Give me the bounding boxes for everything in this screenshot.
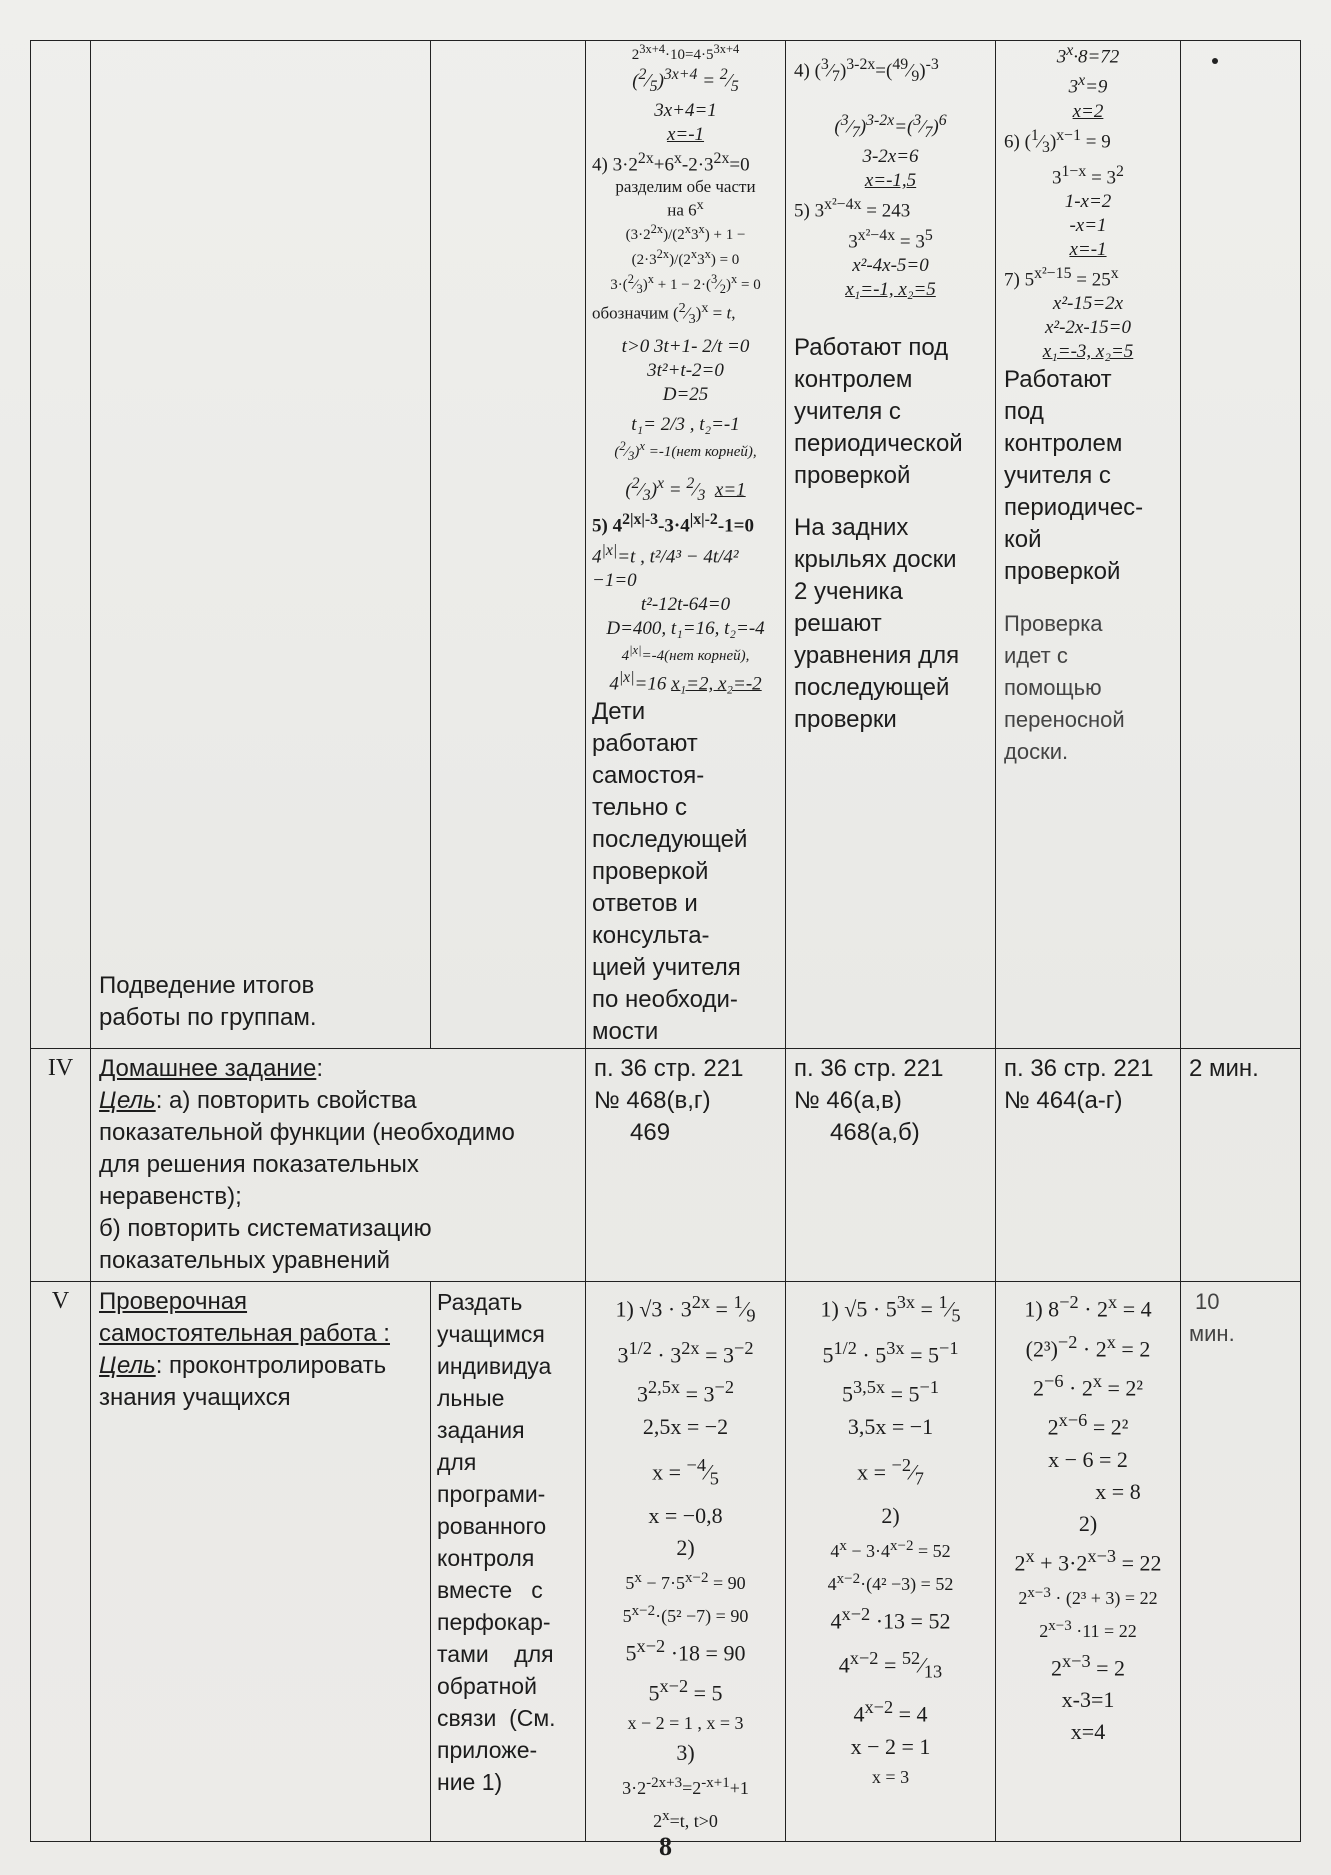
equation: 1) $8^{-2} \cdot 2^x = 4$ (1024, 1292, 1152, 1322)
homework-assignment: п. 36 стр. 221 № 464(а-г) (1004, 1055, 1154, 1115)
equation: $3\cdot 2^{-2x+3}=2^{-x+1}+1$ (622, 1775, 749, 1799)
task-number: 2) (676, 1535, 695, 1561)
equation: 5) $4^{2|x|-3}-3\cdot 4^{|x|-2}-1=0$ (592, 511, 754, 537)
table-row-stage-4 (31, 1049, 1301, 1282)
test-group3 (996, 1282, 1181, 1842)
equation: $5^{x-2} \cdot 18 = 90$ (625, 1636, 746, 1666)
group3-check-note: Проверка идет с помощью переносной доски. (1004, 611, 1125, 765)
equation: $4^{|x|}=t$ , t²/4³ − 4t/4² −1=0 (592, 541, 739, 591)
equation: $2^{x-6} = 2^2$ (1047, 1410, 1129, 1440)
homework-group3 (996, 1049, 1181, 1282)
test-group1 (586, 1282, 786, 1842)
equation: $(^3⁄_7)^{3-2x}=(^3⁄_7)^6$ (834, 112, 947, 142)
task-number: 2) (881, 1503, 900, 1529)
equation-answer: x₁=-3, x₂=5 (1042, 341, 1134, 363)
homework-text: Домашнее задание: Цель: а) повторить свойства показательной функции (необходимо для решения показательных неравенств); б) повторить систематизацию показательных уравнений (99, 1055, 515, 1275)
equation: обозначим $(^2⁄_3)^x = t$, (592, 300, 736, 328)
equation-answer: x=-1,5 (864, 170, 917, 192)
homework-group1 (586, 1049, 786, 1282)
equation: $4^x - 3\cdot 4^{x-2} = 52$ (830, 1538, 951, 1562)
equation: 1-x=2 (1064, 191, 1112, 213)
homework-title: Домашнее задание (99, 1055, 317, 1083)
group3-cell (996, 41, 1181, 1049)
equation: 1) $√3 \cdot 3^{2x}$ = $^1⁄_9$ (615, 1292, 756, 1326)
equation: $3^{1-x} = 3^2$ (1052, 162, 1124, 189)
equation: x = 3 (871, 1766, 910, 1787)
equation: $4^{x-2} = 4$ (853, 1697, 928, 1727)
task-number: 3) (676, 1740, 695, 1766)
homework-group2 (786, 1049, 996, 1282)
equation: t₁= 2/3 , t₂=-1 (631, 414, 740, 436)
equation: 6) $(^1⁄_3)^{x-1} = 9$ (1004, 126, 1111, 156)
equation: D=25 (662, 384, 709, 406)
stage-number: V (31, 1282, 91, 1842)
equation: $3^{x^2-4x} = 3^5$ (848, 226, 933, 252)
equation: x²-2x-15=0 (1044, 317, 1132, 339)
note: разделим обе части (615, 177, 756, 197)
group2-activity: Работают под контролем учителя с периодической проверкой (794, 333, 963, 489)
equation: $2^x=t$, t>0 (653, 1808, 718, 1832)
test-group2 (786, 1282, 996, 1842)
group2-board-note: На задних крыльях доски 2 ученика решают уравнения для последующей проверки (794, 513, 960, 733)
equation: $(^2⁄_3)^x =-1(нет$ корней), (614, 439, 757, 464)
equation: 3-2x=6 (862, 146, 919, 168)
equation: $(^2⁄_5)^{3x+4}$ = $^2⁄_5$ (632, 66, 739, 96)
time-cell (1181, 1282, 1301, 1842)
time-cell (1181, 1049, 1301, 1282)
equation: $2^{-6} \cdot 2^x = 2^2$ (1032, 1370, 1144, 1401)
group3-activity: Работают под контролем учителя с периодичес- кой проверкой (1004, 366, 1144, 586)
group2-cell (786, 41, 996, 1049)
equation: $3^x=9$ (1068, 72, 1108, 98)
equation: $4^{x-2}$ = $^{52}⁄_{13}$ (838, 1647, 943, 1682)
equation: x − 2 = 1 (850, 1733, 931, 1759)
table-row-stage-5 (31, 1282, 1301, 1842)
homework-assignment: п. 36 стр. 221 № 468(в,г) 469 (594, 1055, 744, 1147)
equation: 3t²+t-2=0 (647, 360, 724, 382)
equation: 3x+4=1 (654, 100, 717, 122)
equation: x = −0,8 (648, 1503, 723, 1529)
equation: x − 2 = 1 , x = 3 (627, 1713, 744, 1734)
equation: D=400, t₁=16, t₂=-4 (606, 617, 765, 639)
equation: x²-15=2x (1052, 293, 1124, 315)
equation: $5^{3,5x} = 5^{-1}$ (841, 1377, 939, 1407)
equation: x − 6 = 2 (1048, 1446, 1128, 1472)
equation: $3^{1/2} \cdot 3^{2x} = 3^{-2}$ (617, 1337, 754, 1368)
equation: $4^{|x|}=-4(нет$ корней), (621, 642, 750, 664)
equation: 2,5x = −2 (642, 1413, 729, 1439)
equation: $2^{3x+4}\cdot 10=4\cdot 5^{3x+4}$ (631, 42, 740, 63)
method-cell (431, 41, 586, 1049)
equation: $3^{2,5x} = 3^{-2}$ (636, 1377, 734, 1407)
equation: $3\cdot(^2⁄_3)^x + 1$ − $2\cdot(^3⁄_2)^x = 0$ (610, 272, 761, 297)
equation-answer: x=2 (1072, 100, 1104, 122)
equation: x-3=1 (1061, 1687, 1115, 1713)
equation: $(^2⁄_3)^x$ = $^2⁄_3$ x=1 (625, 475, 746, 505)
equation: $x = ^{-2}⁄_7$ (857, 1454, 924, 1489)
equation-answer: x=-1 (1069, 239, 1107, 261)
stage-number: IV (31, 1049, 91, 1282)
equation-answer: x₁=-1, x₂=5 (845, 278, 936, 300)
method-cell (431, 1282, 586, 1842)
equation: -x=1 (1069, 215, 1107, 237)
group1-cell (586, 41, 786, 1049)
page-number: 8 (659, 1832, 672, 1861)
equation: 4) $(^3⁄_7)^{3-2x}=(^{49}⁄_9)^{-3}$ (794, 56, 939, 86)
goal-label: Цель (99, 1352, 156, 1380)
equation: $(3\cdot 2^{2x})/(2^x3^x) + 1 - (2\cdot 3^{2x})/(2^x3^x) = 0$ (625, 222, 746, 269)
equation-answer: $4^{|x|}=16$ x₁=2, x₂=-2 (609, 668, 762, 695)
equation: 3,5x = −1 (847, 1413, 934, 1439)
group1-activity: Дети работают самостоя- тельно с последующей проверкой ответов и консульта- цией учителя по необходи- мости (592, 698, 748, 1046)
equation: t>0 3t+1- 2/t =0 (621, 336, 750, 358)
equation: $5^{x-2} = 5$ (648, 1675, 723, 1706)
equation: $x = ^{-4}⁄_5$ (652, 1454, 719, 1489)
control-cell (91, 1282, 431, 1842)
method-text: Раздать учащимся индивидуа льные задания для програми- рованного контроля вместе с перфокар- тами для обратной связи (См. приложе- ние 1) (437, 1289, 556, 1796)
time-value: 10 мин. (1189, 1289, 1235, 1347)
stage-cell (31, 41, 91, 1049)
equation: $5^{1/2} \cdot 5^{3x} = 5^{-1}$ (822, 1337, 959, 1368)
equation: $4^{x-2} \cdot 13 = 52$ (830, 1604, 951, 1634)
equation: 4) $3\cdot 2^{2x}+6^x-2\cdot 3^{2x}=0$ (592, 150, 750, 176)
note: на 6$^x$ (667, 197, 704, 221)
homework-cell (91, 1049, 586, 1282)
equation: $2^{x-3} \cdot 11 = 22$ (1039, 1617, 1137, 1641)
homework-assignment: п. 36 стр. 221 № 46(а,в) 468(а,б) (794, 1055, 944, 1147)
equation: x=4 (1070, 1719, 1106, 1745)
equation: $2^{x-3} = 2$ (1050, 1650, 1126, 1681)
equation: 1) $√5 \cdot 5^{3x}$ = $^1⁄_5$ (820, 1292, 961, 1326)
time-cell (1181, 41, 1301, 1049)
equation: 5) $3^{x^2-4x} = 243$ (794, 196, 911, 222)
equation: $(2^3)^{-2} \cdot 2^x = 2$ (1025, 1331, 1151, 1361)
lesson-plan-table (30, 40, 1301, 1842)
task-number: 2) (1078, 1510, 1098, 1536)
equation: $5^x - 7\cdot 5^{x-2} = 90$ (625, 1570, 746, 1594)
control-text: Проверочная самостоятельная работа : Цель: проконтролировать знания учащихся (99, 1288, 390, 1412)
summary-text: Подведение итогов работы по группам. (99, 972, 317, 1032)
equation: x²-4x-5=0 (852, 254, 929, 276)
time-value: 2 мин. (1189, 1055, 1259, 1083)
table-row-stage-3 (31, 41, 1301, 1049)
equation-answer: x=-1 (666, 124, 705, 146)
equation: x = 8 (1095, 1478, 1141, 1504)
equation: $3^x\cdot 8=72$ (1056, 42, 1120, 68)
equation: t²-12t-64=0 (640, 593, 731, 615)
equation: $5^{x-2}\cdot(5^2 -7) = 90$ (622, 1603, 749, 1627)
equation: $2^{x-3} \cdot (2^3 + 3) = 22$ (1018, 1584, 1158, 1608)
content-cell (91, 41, 431, 1049)
goal-label: Цель (99, 1087, 156, 1115)
equation: $2^x + 3\cdot 2^{x-3} = 22$ (1014, 1545, 1162, 1575)
equation: $4^{x-2}\cdot(4^2 -3) = 52$ (827, 1571, 954, 1595)
equation: 7) $5^{x^2-15} = 25^x$ (1004, 265, 1119, 291)
